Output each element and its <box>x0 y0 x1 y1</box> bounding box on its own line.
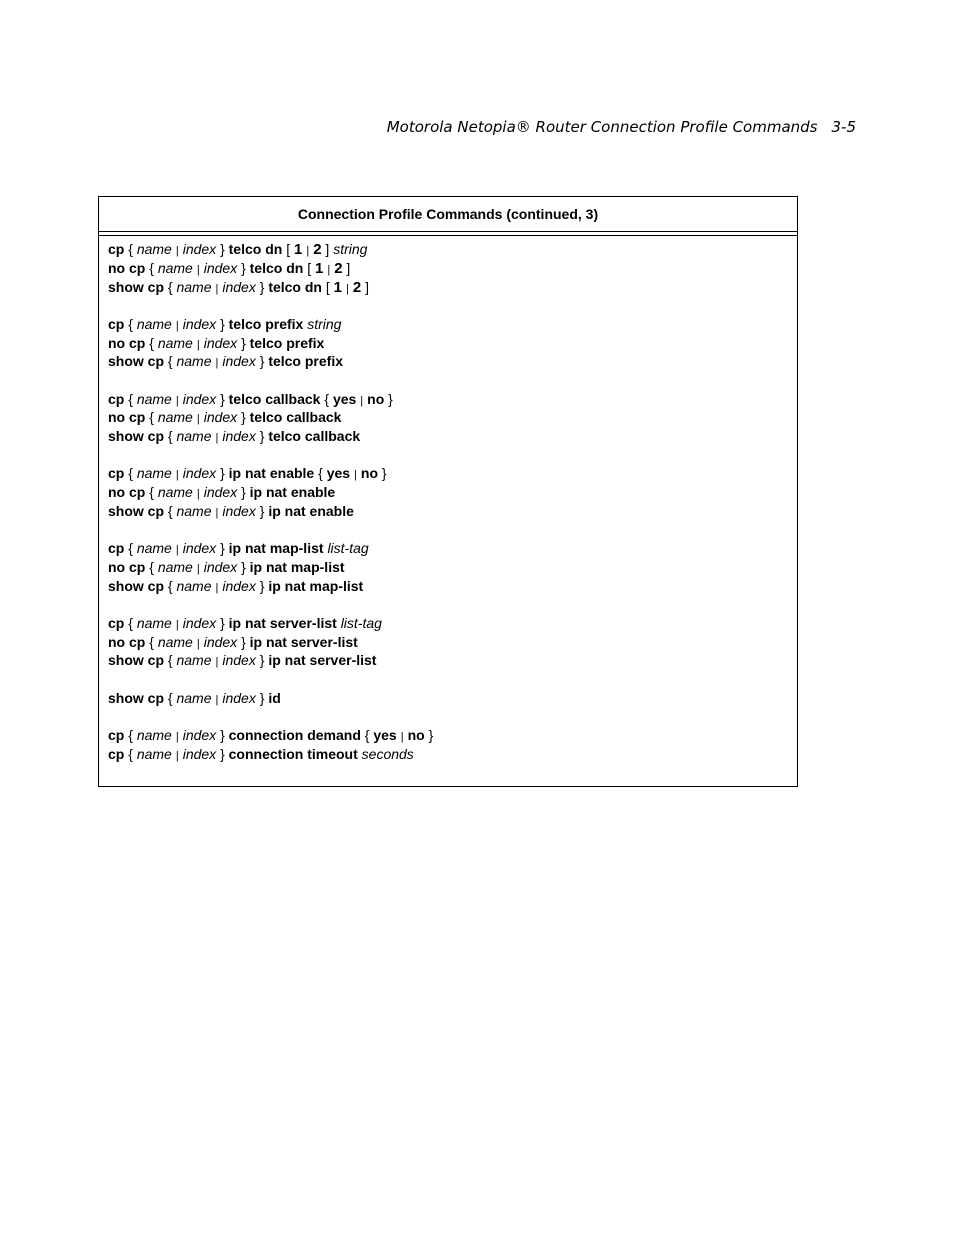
syntax-brace: ] <box>365 278 369 295</box>
argument-placeholder: name <box>136 726 172 743</box>
argument-placeholder: name <box>176 353 212 370</box>
argument-placeholder: seconds <box>361 745 414 762</box>
option-value: 1 <box>314 259 324 277</box>
syntax-brace: { <box>128 540 133 556</box>
syntax-brace: [ <box>307 259 312 276</box>
option-separator: | <box>215 282 219 295</box>
argument-placeholder: name <box>157 334 193 351</box>
argument-placeholder: name <box>136 390 172 407</box>
syntax-brace: } <box>259 278 265 295</box>
syntax-brace: { <box>167 353 173 370</box>
argument-placeholder: name <box>176 428 212 444</box>
command-keyword: ip nat enable <box>268 502 354 519</box>
command-keyword: yes <box>373 726 397 743</box>
argument-placeholder: name <box>136 745 172 762</box>
command-keyword: show cp <box>108 652 165 669</box>
command-keyword: no <box>360 465 379 482</box>
option-value: 2 <box>352 278 362 296</box>
command-keyword: no cp <box>108 633 146 650</box>
command-keyword: show cp <box>108 577 165 594</box>
syntax-brace: { <box>128 745 133 762</box>
syntax-brace: { <box>128 465 133 482</box>
command-line <box>108 651 797 670</box>
command-keyword: telco dn <box>249 259 304 276</box>
command-group <box>108 689 797 708</box>
command-keyword: show cp <box>108 353 165 370</box>
syntax-brace: { <box>149 259 154 276</box>
option-separator: | <box>175 730 179 743</box>
option-value: 2 <box>313 241 322 258</box>
command-keyword: telco prefix <box>268 353 344 370</box>
syntax-brace: ] <box>325 241 330 257</box>
command-keyword: ip nat server-list <box>228 614 337 631</box>
syntax-brace: { <box>167 278 173 295</box>
syntax-brace: [ <box>286 241 291 257</box>
option-separator: | <box>175 245 179 257</box>
command-line <box>108 240 797 259</box>
syntax-brace: { <box>318 465 323 482</box>
command-line <box>108 745 797 764</box>
command-keyword: telco callback <box>268 428 361 444</box>
syntax-brace: } <box>220 745 225 762</box>
argument-placeholder: index <box>203 558 238 575</box>
command-keyword: cp <box>108 726 125 743</box>
running-header <box>387 118 856 136</box>
command-keyword: no cp <box>108 259 146 276</box>
command-keyword: connection timeout <box>228 745 358 762</box>
command-keyword: ip nat map-list <box>249 558 345 575</box>
syntax-brace: { <box>167 652 173 669</box>
option-separator: | <box>175 469 179 482</box>
argument-placeholder: index <box>182 745 217 762</box>
command-group <box>108 614 797 670</box>
argument-placeholder: string <box>333 241 368 257</box>
command-line <box>108 352 797 371</box>
command-line <box>108 278 797 297</box>
command-keyword: ip nat enable <box>249 484 336 500</box>
syntax-brace: } <box>241 409 246 426</box>
option-value: 1 <box>293 241 303 258</box>
command-keyword: connection demand <box>228 726 361 743</box>
argument-placeholder: index <box>203 259 238 276</box>
syntax-brace: } <box>259 652 265 669</box>
syntax-brace: } <box>241 558 246 575</box>
option-separator: | <box>400 730 404 743</box>
syntax-brace: } <box>220 540 225 556</box>
command-keyword: no <box>407 726 425 743</box>
syntax-brace: [ <box>325 278 330 295</box>
table-body <box>99 236 797 763</box>
argument-placeholder: index <box>222 278 256 295</box>
option-separator: | <box>354 469 357 482</box>
command-group <box>108 464 797 520</box>
argument-placeholder: index <box>222 428 256 444</box>
command-line <box>108 315 797 334</box>
command-line <box>108 614 797 633</box>
argument-placeholder: name <box>136 315 172 332</box>
command-keyword: cp <box>108 241 125 257</box>
argument-placeholder: index <box>182 726 217 743</box>
command-line <box>108 259 797 278</box>
command-keyword: no cp <box>108 334 146 351</box>
syntax-brace: } <box>241 484 246 500</box>
command-keyword: cp <box>108 745 125 762</box>
argument-placeholder: string <box>307 315 342 332</box>
argument-placeholder: name <box>136 241 172 257</box>
command-keyword: show cp <box>108 689 165 706</box>
option-value: 1 <box>333 278 342 296</box>
option-separator: | <box>196 637 200 650</box>
command-keyword: id <box>268 689 281 706</box>
syntax-brace: { <box>128 726 133 743</box>
option-separator: | <box>175 394 179 407</box>
syntax-brace: } <box>259 353 265 370</box>
syntax-brace: { <box>167 689 173 706</box>
syntax-brace: { <box>149 558 154 575</box>
option-separator: | <box>196 488 200 500</box>
command-line <box>108 689 797 708</box>
option-separator: | <box>360 394 364 407</box>
argument-placeholder: name <box>136 614 172 631</box>
argument-placeholder: index <box>222 689 256 706</box>
syntax-brace: { <box>364 726 370 743</box>
argument-placeholder: index <box>182 241 217 257</box>
argument-placeholder: index <box>182 614 217 631</box>
option-separator: | <box>215 432 219 444</box>
syntax-brace: { <box>128 614 133 631</box>
command-keyword: cp <box>108 465 125 482</box>
command-line <box>108 726 797 745</box>
syntax-brace: } <box>259 577 265 594</box>
command-keyword: telco dn <box>228 241 283 257</box>
option-separator: | <box>196 413 200 426</box>
syntax-brace: } <box>259 689 265 706</box>
argument-placeholder: index <box>222 652 256 669</box>
syntax-brace: } <box>220 315 225 332</box>
command-group <box>108 726 797 764</box>
argument-placeholder: name <box>176 502 212 519</box>
command-line <box>108 390 797 409</box>
command-group <box>108 390 797 446</box>
command-keyword: show cp <box>108 502 165 519</box>
command-keyword: ip nat server-list <box>268 652 377 669</box>
option-separator: | <box>196 263 200 276</box>
syntax-brace: ] <box>346 259 351 276</box>
command-keyword: ip nat server-list <box>249 633 358 650</box>
option-separator: | <box>215 357 219 370</box>
option-separator: | <box>175 544 179 556</box>
argument-placeholder: name <box>157 484 193 500</box>
option-separator: | <box>215 656 219 669</box>
option-separator: | <box>215 693 219 706</box>
option-separator: | <box>346 282 349 295</box>
command-keyword: show cp <box>108 278 165 295</box>
command-keyword: ip nat map-list <box>228 540 324 556</box>
argument-placeholder: index <box>182 465 217 482</box>
argument-placeholder: index <box>222 353 256 370</box>
option-separator: | <box>175 319 179 332</box>
argument-placeholder: index <box>203 484 238 500</box>
command-line <box>108 408 797 427</box>
command-keyword: cp <box>108 390 125 407</box>
argument-placeholder: name <box>176 278 212 295</box>
option-value: 2 <box>334 259 343 277</box>
syntax-brace: { <box>167 577 173 594</box>
table-title: Connection Profile Commands (continued, 3) <box>99 197 797 232</box>
argument-placeholder: list-tag <box>340 614 382 631</box>
command-line <box>108 427 797 446</box>
command-group <box>108 315 797 371</box>
command-keyword: no <box>367 390 385 407</box>
option-separator: | <box>215 581 219 594</box>
argument-placeholder: index <box>182 540 217 556</box>
argument-placeholder: name <box>157 558 193 575</box>
argument-placeholder: name <box>176 652 212 669</box>
command-line <box>108 633 797 652</box>
command-keyword: no cp <box>108 409 146 426</box>
syntax-brace: } <box>241 259 246 276</box>
page-number: 3-5 <box>831 118 856 136</box>
command-line <box>108 577 797 596</box>
argument-placeholder: index <box>203 334 238 351</box>
option-separator: | <box>196 562 200 575</box>
command-keyword: telco prefix <box>228 315 304 332</box>
command-group <box>108 539 797 595</box>
option-separator: | <box>175 749 179 762</box>
syntax-brace: { <box>149 633 154 650</box>
syntax-brace: } <box>259 502 265 519</box>
command-group <box>108 240 797 296</box>
syntax-brace: } <box>241 334 246 351</box>
command-keyword: ip nat map-list <box>268 577 364 594</box>
argument-placeholder: name <box>157 409 193 426</box>
syntax-brace: { <box>128 315 133 332</box>
command-line <box>108 334 797 353</box>
syntax-brace: { <box>149 484 154 500</box>
command-line <box>108 483 797 502</box>
syntax-brace: } <box>241 633 246 650</box>
option-separator: | <box>215 506 219 519</box>
argument-placeholder: index <box>203 633 238 650</box>
command-line <box>108 539 797 558</box>
argument-placeholder: index <box>182 315 217 332</box>
option-separator: | <box>175 618 179 631</box>
argument-placeholder: name <box>176 689 212 706</box>
syntax-brace: } <box>220 614 225 631</box>
syntax-brace: } <box>220 390 225 407</box>
syntax-brace: { <box>167 502 173 519</box>
syntax-brace: } <box>381 465 387 482</box>
header-title: Motorola Netopia® Router Connection Profile Commands <box>386 118 818 136</box>
syntax-brace: { <box>149 409 154 426</box>
command-keyword: telco callback <box>228 390 321 407</box>
command-keyword: yes <box>332 390 357 407</box>
option-separator: | <box>327 263 331 276</box>
syntax-brace: } <box>428 726 434 743</box>
syntax-brace: { <box>149 334 154 351</box>
option-separator: | <box>306 245 310 257</box>
argument-placeholder: index <box>222 502 256 519</box>
syntax-brace: { <box>324 390 330 407</box>
command-keyword: cp <box>108 614 125 631</box>
syntax-brace: } <box>388 390 393 407</box>
command-keyword: telco dn <box>268 278 322 295</box>
argument-placeholder: name <box>176 577 212 594</box>
syntax-brace: } <box>259 428 265 444</box>
argument-placeholder: name <box>136 465 172 482</box>
command-line <box>108 558 797 577</box>
syntax-brace: } <box>220 465 225 482</box>
command-line <box>108 502 797 521</box>
command-line <box>108 464 797 483</box>
command-table <box>98 196 798 787</box>
syntax-brace: } <box>220 726 225 743</box>
command-keyword: no cp <box>108 558 146 575</box>
command-keyword: yes <box>326 465 351 482</box>
command-keyword: cp <box>108 315 125 332</box>
argument-placeholder: index <box>222 577 256 594</box>
command-keyword: cp <box>108 540 125 556</box>
command-keyword: telco callback <box>249 409 342 426</box>
option-separator: | <box>196 338 200 351</box>
argument-placeholder: index <box>203 409 238 426</box>
syntax-brace: { <box>128 241 133 257</box>
syntax-brace: { <box>128 390 133 407</box>
command-keyword: show cp <box>108 428 165 444</box>
syntax-brace: } <box>220 241 225 257</box>
argument-placeholder: name <box>136 540 172 556</box>
command-keyword: no cp <box>108 484 146 500</box>
command-keyword: ip nat enable <box>228 465 315 482</box>
argument-placeholder: name <box>157 633 193 650</box>
argument-placeholder: index <box>182 390 217 407</box>
argument-placeholder: name <box>157 259 193 276</box>
argument-placeholder: list-tag <box>327 540 369 556</box>
syntax-brace: { <box>167 428 173 444</box>
command-keyword: telco prefix <box>249 334 325 351</box>
